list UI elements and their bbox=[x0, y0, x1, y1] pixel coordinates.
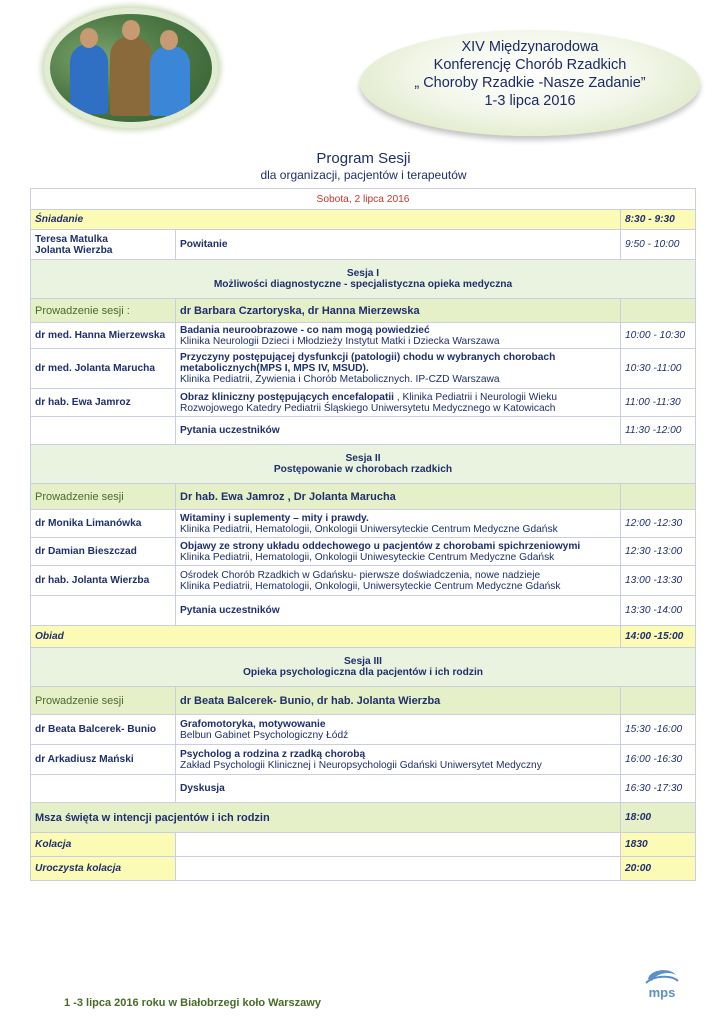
photo-person-3 bbox=[150, 46, 190, 116]
session-2-talk-2 bbox=[31, 538, 696, 566]
talk-time: 12:30 -13:00 bbox=[621, 538, 696, 566]
welcome-time: 9:50 - 10:00 bbox=[621, 230, 696, 260]
talk-institution: Klinika Pediatrii, Żywienia i Chorób Metabolicznych. IP-CZD Warszawa bbox=[180, 374, 500, 385]
session-3-discussion bbox=[31, 775, 696, 803]
gala-label: Uroczysta kolacja bbox=[31, 857, 176, 881]
gala-row bbox=[31, 857, 696, 881]
discussion-label: Dyskusja bbox=[176, 775, 621, 803]
lunch-row bbox=[31, 626, 696, 648]
banner-line-2: Konferencję Chorób Rzadkich bbox=[433, 57, 627, 73]
talk-institution: Klinika Pediatrii, Hematologii, Onkologii, Uniwersyteckie Centrum Medyczne Gdańsk bbox=[180, 580, 561, 592]
session-1-chair-label: Prowadzenie sesji : bbox=[31, 299, 176, 323]
session-2-questions bbox=[31, 596, 696, 626]
questions-time: 13:30 -14:00 bbox=[621, 596, 696, 626]
session-3-number: Sesja III bbox=[344, 656, 382, 667]
breakfast-time: 8:30 - 9:30 bbox=[621, 210, 696, 230]
session-3-talk-1 bbox=[31, 715, 696, 745]
photo-head-1 bbox=[80, 28, 98, 48]
talk-institution: Klinika Neurologii Dzieci i Młodzieży Instytut Matki i Dziecka Warszawa bbox=[180, 335, 500, 347]
session-2-talk-1 bbox=[31, 510, 696, 538]
talk-institution: Zakład Psychologii Klinicznej i Neuropsychologii Gdański Uniwersytet Medyczny bbox=[180, 759, 542, 771]
talk-title: Przyczyny postępującej dysfunkcji (patologii) chodu w wybranych chorobach metabolicznych(MPS I, MPS IV, MSUD). bbox=[180, 352, 556, 374]
session-2-topic: Postępowanie w chorobach rzadkich bbox=[273, 464, 453, 475]
day-row bbox=[31, 189, 696, 210]
talk-title: Psycholog a rodzina z rzadką chorobą bbox=[180, 748, 366, 760]
talk-speaker: dr hab. Jolanta Wierzba bbox=[31, 566, 176, 596]
talk-institution: Klinika Pediatrii, Hematologii, Onkologii Uniwersyteckie Centrum Medyczne Gdańsk bbox=[180, 523, 558, 535]
session-1-header bbox=[31, 260, 696, 299]
lunch-time: 14:00 -15:00 bbox=[621, 626, 696, 648]
session-3-topic: Opieka psychologiczna dla pacjentów i ich rodzin bbox=[242, 667, 484, 678]
footer-text: 1 -3 lipca 2016 roku w Białobrzegi koło Warszawy bbox=[64, 997, 321, 1009]
session-2-talk-3 bbox=[31, 566, 696, 596]
session-3-header bbox=[31, 648, 696, 687]
talk-time: 16:00 -16:30 bbox=[621, 745, 696, 775]
welcome-speaker-2: Jolanta Wierzba bbox=[35, 244, 113, 256]
photo-head-2 bbox=[122, 20, 140, 40]
talk-details bbox=[176, 715, 621, 745]
photo-image bbox=[50, 14, 212, 122]
session-3-chair-row bbox=[31, 687, 696, 715]
discussion-time: 16:30 -17:30 bbox=[621, 775, 696, 803]
welcome-speakers bbox=[31, 230, 176, 260]
talk-institution: Klinika Pediatrii, Hematologii, Onkologii Uniwesyteckie Centrum Medyczne Gdańsk bbox=[180, 551, 555, 563]
talk-speaker: dr med. Jolanta Marucha bbox=[31, 349, 176, 389]
talk-speaker: dr Arkadiusz Mański bbox=[31, 745, 176, 775]
talk-speaker: dr Damian Bieszczad bbox=[31, 538, 176, 566]
session-1-talk-3 bbox=[31, 389, 696, 417]
talk-details bbox=[176, 745, 621, 775]
breakfast-row bbox=[31, 210, 696, 230]
talk-title: Witaminy i suplementy – mity i prawdy. bbox=[180, 512, 369, 524]
photo-person-2 bbox=[110, 36, 152, 116]
photo-person-1 bbox=[70, 44, 108, 114]
talk-time: 12:00 -12:30 bbox=[621, 510, 696, 538]
session-1-chairs: dr Barbara Czartoryska, dr Hanna Mierzewska bbox=[176, 299, 621, 323]
schedule-table bbox=[30, 188, 696, 881]
family-photo bbox=[44, 8, 218, 128]
talk-time: 15:30 -16:00 bbox=[621, 715, 696, 745]
session-1-heading bbox=[31, 260, 696, 299]
session-3-heading bbox=[31, 648, 696, 687]
mass-label: Msza święta w intencji pacjentów i ich rodzin bbox=[31, 803, 621, 833]
banner-line-3: „ Choroby Rzadkie -Nasze Zadanie” bbox=[414, 75, 646, 91]
questions-time: 11:30 -12:00 bbox=[621, 417, 696, 445]
session-1-number: Sesja I bbox=[346, 268, 380, 279]
session-1-talk-2 bbox=[31, 349, 696, 389]
talk-time: 11:00 -11:30 bbox=[621, 389, 696, 417]
session-1-chair-row bbox=[31, 299, 696, 323]
mps-logo-text: mps bbox=[648, 985, 676, 1000]
talk-time: 10:00 - 10:30 bbox=[621, 323, 696, 349]
session-3-chairs: dr Beata Balcerek- Bunio, dr hab. Jolanta Wierzba bbox=[176, 687, 621, 715]
day-heading: Sobota, 2 lipca 2016 bbox=[31, 189, 696, 210]
program-title: Program Sesji bbox=[316, 150, 411, 167]
talk-title: Badania neuroobrazowe - co nam mogą powiedzieć bbox=[180, 324, 430, 336]
questions-label: Pytania uczestników bbox=[176, 596, 621, 626]
banner-line-1: XIV Międzynarodowa bbox=[461, 39, 599, 55]
session-1-questions bbox=[31, 417, 696, 445]
welcome-row bbox=[31, 230, 696, 260]
talk-details bbox=[176, 323, 621, 349]
talk-title: Grafomotoryka, motywowanie bbox=[180, 718, 326, 730]
talk-title: Obraz kliniczny postępujących encefalopatii bbox=[180, 391, 394, 403]
talk-time: 10:30 -11:00 bbox=[621, 349, 696, 389]
talk-institution: , Klinika Pediatrii i Neurologii Wieku Rozwojowego Katedry Pediatrii Śląskiego Uniwersytetu Medycznego w Katowicach bbox=[180, 391, 558, 414]
session-2-chairs: Dr hab. Ewa Jamroz , Dr Jolanta Marucha bbox=[176, 484, 621, 510]
talk-institution: Belbun Gabinet Psychologiczny Łódź bbox=[180, 729, 349, 741]
welcome-speaker-1: Teresa Matulka bbox=[35, 233, 108, 245]
program-subtitle: dla organizacji, pacjentów i terapeutów bbox=[260, 168, 467, 182]
talk-speaker: dr med. Hanna Mierzewska bbox=[31, 323, 176, 349]
session-3-chair-label: Prowadzenie sesji bbox=[31, 687, 176, 715]
supper-time: 1830 bbox=[621, 833, 696, 857]
talk-details bbox=[176, 389, 621, 417]
talk-details bbox=[176, 510, 621, 538]
conference-banner bbox=[360, 30, 700, 136]
session-1-talk-1 bbox=[31, 323, 696, 349]
talk-details bbox=[176, 566, 621, 596]
session-2-chair-row bbox=[31, 484, 696, 510]
session-3-talk-2 bbox=[31, 745, 696, 775]
talk-speaker: dr Beata Balcerek- Bunio bbox=[31, 715, 176, 745]
session-1-topic: Możliwości diagnostyczne - specjalistyczna opieka medyczna bbox=[213, 279, 513, 290]
banner-line-4: 1-3 lipca 2016 bbox=[484, 93, 576, 109]
session-2-header bbox=[31, 445, 696, 484]
session-2-number: Sesja II bbox=[345, 453, 381, 464]
gala-time: 20:00 bbox=[621, 857, 696, 881]
talk-time: 13:00 -13:30 bbox=[621, 566, 696, 596]
mps-logo bbox=[640, 965, 684, 1001]
talk-details bbox=[176, 349, 621, 389]
talk-title: Objawy ze strony układu oddechowego u pacjentów z chorobami spichrzeniowymi bbox=[180, 540, 581, 552]
mass-time: 18:00 bbox=[621, 803, 696, 833]
breakfast-label: Śniadanie bbox=[31, 210, 621, 230]
talk-title: Ośrodek Chorób Rzadkich w Gdańsku- pierwsze doświadczenia, nowe nadzieje bbox=[180, 569, 541, 581]
supper-row bbox=[31, 833, 696, 857]
welcome-title: Powitanie bbox=[176, 230, 621, 260]
supper-label: Kolacja bbox=[31, 833, 176, 857]
lunch-label: Obiad bbox=[31, 626, 621, 648]
questions-label: Pytania uczestników bbox=[176, 417, 621, 445]
talk-speaker: dr Monika Limanówka bbox=[31, 510, 176, 538]
photo-head-3 bbox=[160, 30, 178, 50]
talk-speaker: dr hab. Ewa Jamroz bbox=[31, 389, 176, 417]
talk-details bbox=[176, 538, 621, 566]
session-2-chair-label: Prowadzenie sesji bbox=[31, 484, 176, 510]
mass-row bbox=[31, 803, 696, 833]
session-2-heading bbox=[31, 445, 696, 484]
